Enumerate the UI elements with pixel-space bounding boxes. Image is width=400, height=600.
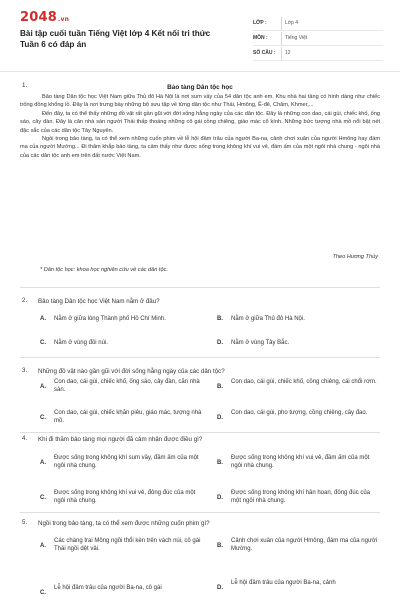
question-number: 3. [22, 367, 28, 374]
option-letter: C. [40, 590, 46, 596]
question-number: 5. [22, 519, 28, 526]
question-text: Khi đi thăm bảo tàng mọi người đã cảm nhận được điều gì? [38, 436, 203, 443]
option-text: Con dao, cái gùi, chiếc khố, ống sáo, cây đàn, căn nhà sàn. [54, 379, 200, 394]
option-text: Nằm ở vùng Tây Bắc. [231, 340, 290, 346]
passage-footnote: * Dân tộc học: khoa học nghiên cứu về các dân tộc. [40, 267, 168, 273]
passage-author: Theo Hương Thủy [332, 254, 378, 260]
option-letter: D. [217, 415, 223, 421]
option-text: Cảnh chơi xuân của người Hmông, đám ma của người Mường. [231, 538, 378, 553]
option-text: Các chàng trai Mông ngồi thổi kèn trên vách núi, cô gái Thái ngồi dệt vải. [54, 538, 201, 553]
question-number: 1. [22, 82, 28, 89]
meta-key: LỚP : [253, 20, 267, 26]
divider [20, 357, 380, 358]
option-letter: A. [40, 384, 46, 390]
meta-table [253, 16, 383, 61]
question-number: 2. [22, 297, 28, 304]
reading-passage [20, 93, 380, 160]
document-title: Bài tập cuối tuần Tiếng Việt lớp 4 Kết nối tri thức Tuần 6 có đáp án [20, 29, 211, 49]
passage-paragraph: Ngồi trong bảo tàng, ta có thể xem những cuốn phim về lễ hội đâm trâu của người Ba-na, cảnh chơi xuân của người Hmông hay đám ma của người Mường... Đi thăm khắp bảo tàng, ta cảm thấy như được sống trong không khí vui vẻ, đầm ấm của một ngôi nhà chung - ngôi nhà của các dân tộc anh em trên đất nước Việt Nam. [20, 136, 380, 159]
meta-value: Lớp 4 [285, 20, 299, 26]
option-letter: D. [217, 585, 223, 591]
meta-row-count [253, 46, 383, 61]
question-text: Bảo tàng Dân tộc học Việt Nam nằm ở đâu? [38, 298, 160, 305]
option-text: Nằm ở vùng đồi núi. [54, 340, 108, 346]
option-text: Lễ hội đâm trâu của người Ba-na, cảnh [231, 580, 336, 586]
divider [20, 287, 380, 288]
option-letter: A. [40, 460, 46, 466]
site-logo[interactable] [20, 10, 69, 25]
meta-key: SỐ CÂU : [253, 50, 276, 56]
logo-suffix: .vn [57, 16, 70, 23]
divider [20, 512, 380, 513]
question-text: Những đồ vật nào gần gũi với đời sống hằng ngày của các dân tộc? [38, 368, 225, 375]
option-text: Được sống trong không khí sum vầy, đầm ấm của một ngôi nhà chung. [54, 455, 199, 470]
option-letter: D. [217, 495, 223, 501]
option-text: Nằm ở giữa Thủ đô Hà Nội. [231, 316, 305, 322]
option-letter: B. [217, 460, 223, 466]
option-text: Lễ hội đâm trâu của người Ba-na, cô gái [54, 585, 162, 591]
option-letter: A. [40, 543, 46, 549]
option-letter: D. [217, 340, 223, 346]
option-text: Nằm ở giữa lòng Thành phố Hồ Chí Minh. [54, 316, 166, 322]
meta-value: Tiếng Việt [285, 35, 308, 41]
document-header [0, 0, 400, 72]
passage-paragraph: Đến đây, ta có thể thấy những đồ vật rất gần gũi với đời sống hằng ngày của các dân tộc. Đây là những con dao, cái gùi, chiếc khố, ống sáo, cây đàn. Đây là căn nhà sàn người Thái thấp thoáng những cô gái cồng chiêng, giáo mác cổ kính. Những bức tượng nhà mồ nổi bật nét đặc sắc của các dân tộc Tây Nguyên. [20, 110, 380, 134]
option-letter: C. [40, 415, 46, 421]
question-text: Ngồi trong bảo tàng, ta có thể xem được những cuốn phim gì? [38, 520, 210, 527]
divider [20, 432, 380, 433]
option-letter: C. [40, 495, 46, 501]
option-text: Được sống trong không khí vui vẻ, đông đúc của một ngôi nhà chung. [54, 490, 196, 505]
option-letter: B. [217, 384, 223, 390]
passage-title: Bảo tàng Dân tộc học [167, 84, 233, 91]
meta-row-class [253, 16, 383, 31]
option-letter: B. [217, 316, 223, 322]
meta-key: MÔN : [253, 35, 268, 41]
meta-value: 12 [285, 50, 291, 56]
option-text: Con dao, cái gùi, chiếc khố, cồng chiêng, cái chổi rơm. [231, 379, 377, 385]
option-text: Được sống trong không khí vui vẻ, đầm ấm của một ngôi nhà chung. [231, 455, 370, 470]
option-letter: A. [40, 316, 46, 322]
option-text: Con dao, cái gùi, chiếc khăn piêu, giáo mác, tượng nhà mồ. [54, 410, 202, 425]
meta-row-subject [253, 31, 383, 46]
passage-paragraph: Bảo tàng Dân tộc học Việt Nam giữa Thủ đô Hà Nội là nơi sum vầy của 54 dân tộc anh em. Khu nhà hai tầng có hình dáng như chiếc trống đồng khổng lồ. Đây là nơi trưng bày những bộ sưu tập về từng dân tộc như Thái, Hmông, Ê-đê, Chăm, Khmer,... [20, 94, 380, 109]
option-text: Con dao, cái gùi, pho tượng, cồng chiêng, cây đao. [231, 410, 368, 416]
option-text: Được sống trong không khí hân hoan, đông đúc của một ngôi nhà chung. [231, 490, 371, 505]
option-letter: B. [217, 543, 223, 549]
option-letter: C. [40, 340, 46, 346]
question-number: 4. [22, 435, 28, 442]
logo-text: 2048 [20, 10, 57, 25]
